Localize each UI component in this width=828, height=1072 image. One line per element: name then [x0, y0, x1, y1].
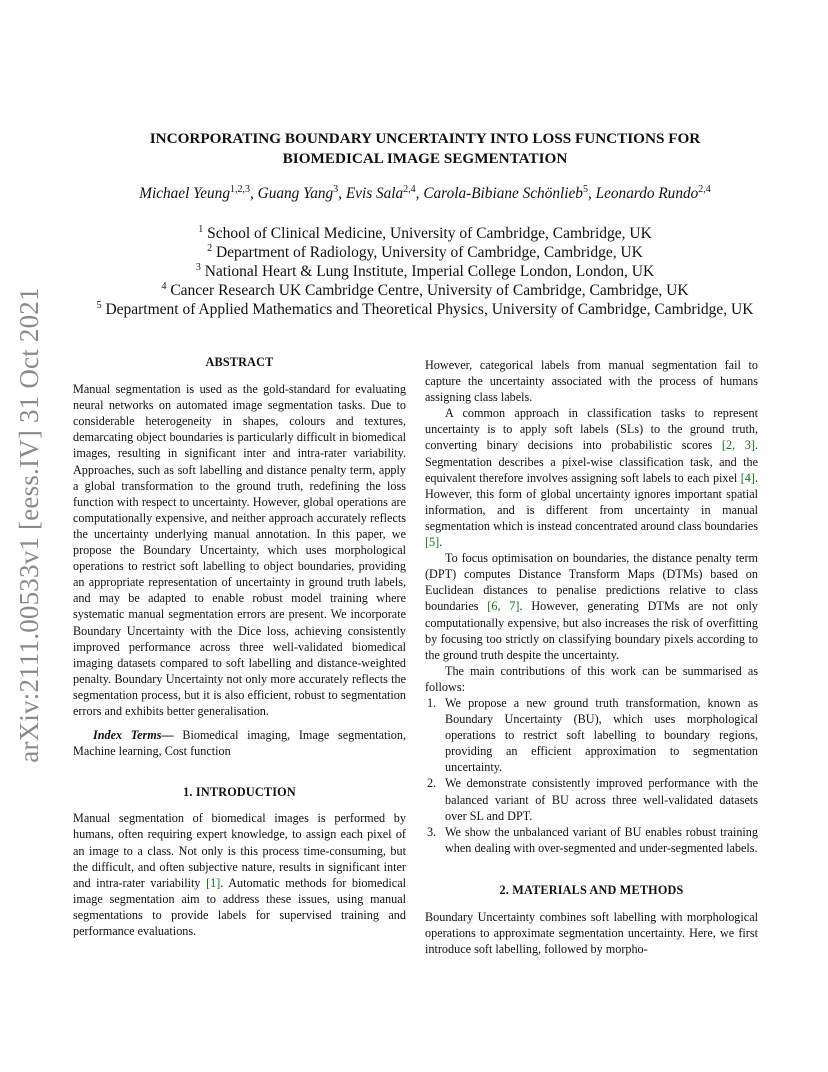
author: Guang Yang$^3$, [257, 184, 346, 202]
index-terms-text: Biomedical imaging, Image segmentation, Machine learning, Cost function [73, 728, 406, 759]
citation-link[interactable]: [2, 3] [721, 438, 755, 453]
affiliation: $^4$ Cancer Research UK Cambridge Centre, University of Cambridge, Cambridge, UK [161, 281, 689, 299]
arxiv-identifier: arXiv:2111.00533v1 [eess.IV] 31 Oct 2021 [14, 287, 44, 763]
continued-paragraph: However, categorical labels from manual segmentation fail to capture the uncertainty associated with the process of humans assigning class labels. [425, 358, 758, 405]
affiliation: $^3$ National Heart & Lung Institute, Imperial College London, London, UK [195, 262, 655, 280]
index-terms [73, 727, 406, 759]
list-item: 3. We show the unbalanced variant of BU enables robust training when dealing with over-segmented and under-segmented labels. [427, 824, 758, 855]
affiliation: $^5$ Department of Applied Mathematics and Theoretical Physics, University of Cambridge, Cambridge, UK [96, 300, 754, 318]
author: Evis Sala$^{2,4}$, [345, 184, 424, 202]
citation-link[interactable]: [6, 7] [487, 599, 520, 614]
methods-paragraph: Boundary Uncertainty combines soft labelling with morphological operations to approximate segmentation uncertainty. Here, we first introduce soft labelling, followed by morpho- [425, 910, 758, 957]
introduction-heading: 1. INTRODUCTION [183, 785, 296, 800]
distance-penalty-paragraph: To focus optimisation on boundaries, the distance penalty term (DPT) computes Distance Transform Maps (DTMs) based on Euclidean distances to penalise predictions relative to class boundaries [6, 7]. However, generating DTMs are not only computationally expensive, but also increases the risk of overfitting by focusing too strictly on classifying boundary pixels according to the ground truth despite the uncertainty. [425, 551, 758, 662]
contributions-list [425, 695, 758, 856]
affiliation: $^2$ Department of Radiology, University of Cambridge, Cambridge, UK [207, 243, 643, 261]
affiliation: $^1$ School of Clinical Medicine, University of Cambridge, Cambridge, UK [198, 224, 652, 242]
citation-link[interactable]: [1] [206, 875, 221, 890]
author: Leonardo Rundo$^{2,4}$ [595, 184, 711, 202]
author: Michael Yeung$^{1,2,3}$, [139, 184, 258, 202]
author: Carola-Bibiane Schönlieb$^5$, [423, 184, 596, 202]
right-column [425, 357, 758, 957]
introduction-paragraph: Manual segmentation of biomedical images is performed by humans, often requiring expert knowledge, to assign each pixel of an image to a class. Not only is this process time-consuming, but the difficult, and often subjective nature, results in significant inter and intra-rater variability [1]. Automatic methods for biomedical image segmentation aim to address these issues, using manual segmentations to provide labels for supervised training and performance evaluations. [73, 811, 406, 938]
abstract-heading: ABSTRACT [205, 355, 274, 369]
citation-link[interactable]: [4] [740, 470, 755, 485]
title-line-2: BIOMEDICAL IMAGE SEGMENTATION [282, 150, 568, 167]
methods-heading: 2. MATERIALS AND METHODS [499, 882, 684, 897]
left-column [73, 354, 406, 939]
citation-link[interactable]: [5] [425, 535, 440, 550]
list-item: 1. We propose a new ground truth transformation, known as Boundary Uncertainty (BU), which uses morphological operations to restrict soft labelling to boundary regions, providing an efficient approximation to segmentation uncertainty. [427, 695, 758, 775]
title-line-1: INCORPORATING BOUNDARY UNCERTAINTY INTO LOSS FUNCTIONS FOR [149, 130, 701, 147]
soft-labels-paragraph: A common approach in classification tasks to represent uncertainty is to apply soft labels (SLs) to the ground truth, converting binary decisions into probabilistic scores [2, 3]. Segmentation describes a pixel-wise classification task, and the equivalent therefore involves assigning soft labels to each pixel [4]. However, this form of global uncertainty ignores important spatial information, and is different from uncertainty in manual segmentation which is instead concentrated around class boundaries [5]. [425, 406, 758, 550]
author-list [80, 185, 770, 203]
contributions-intro: The main contributions of this work can be summarised as follows: [425, 663, 758, 694]
paper-title [80, 129, 770, 169]
index-terms-label: Index Terms— [93, 728, 174, 743]
abstract-text: Manual segmentation is used as the gold-standard for evaluating neural networks on automated image segmentation tasks. Due to considerable heterogeneity in shapes, colours and textures, demarcating object boundaries is particularly difficult in biomedical images, resulting in significant inter and intra-rater variability. Approaches, such as soft labelling and distance penalty term, apply a global transformation to the ground truth, redefining the loss function with respect to uncertainty. However, global operations are computationally expensive, and neither approach accurately reflects the uncertainty underlying manual annotation. In this paper, we propose the Boundary Uncertainty, which uses morphological operations to restrict soft labelling to object boundaries, providing an appropriate representation of uncertainty in ground truth labels, and may be adapted to enable robust model training where systematic manual segmentation errors are present. We incorporate Boundary Uncertainty with the Dice loss, achieving consistently improved performance across three well-validated biomedical imaging datasets compared to soft labelling and distance-weighted penalty. Boundary Uncertainty not only more accurately reflects the segmentation process, but it is also efficient, robust to segmentation errors and exhibits better generalisation. [73, 382, 406, 718]
affiliation-list [60, 224, 790, 319]
list-item: 2. We demonstrate consistently improved performance with the balanced variant of BU across three well-validated datasets over SL and DPT. [427, 776, 758, 823]
